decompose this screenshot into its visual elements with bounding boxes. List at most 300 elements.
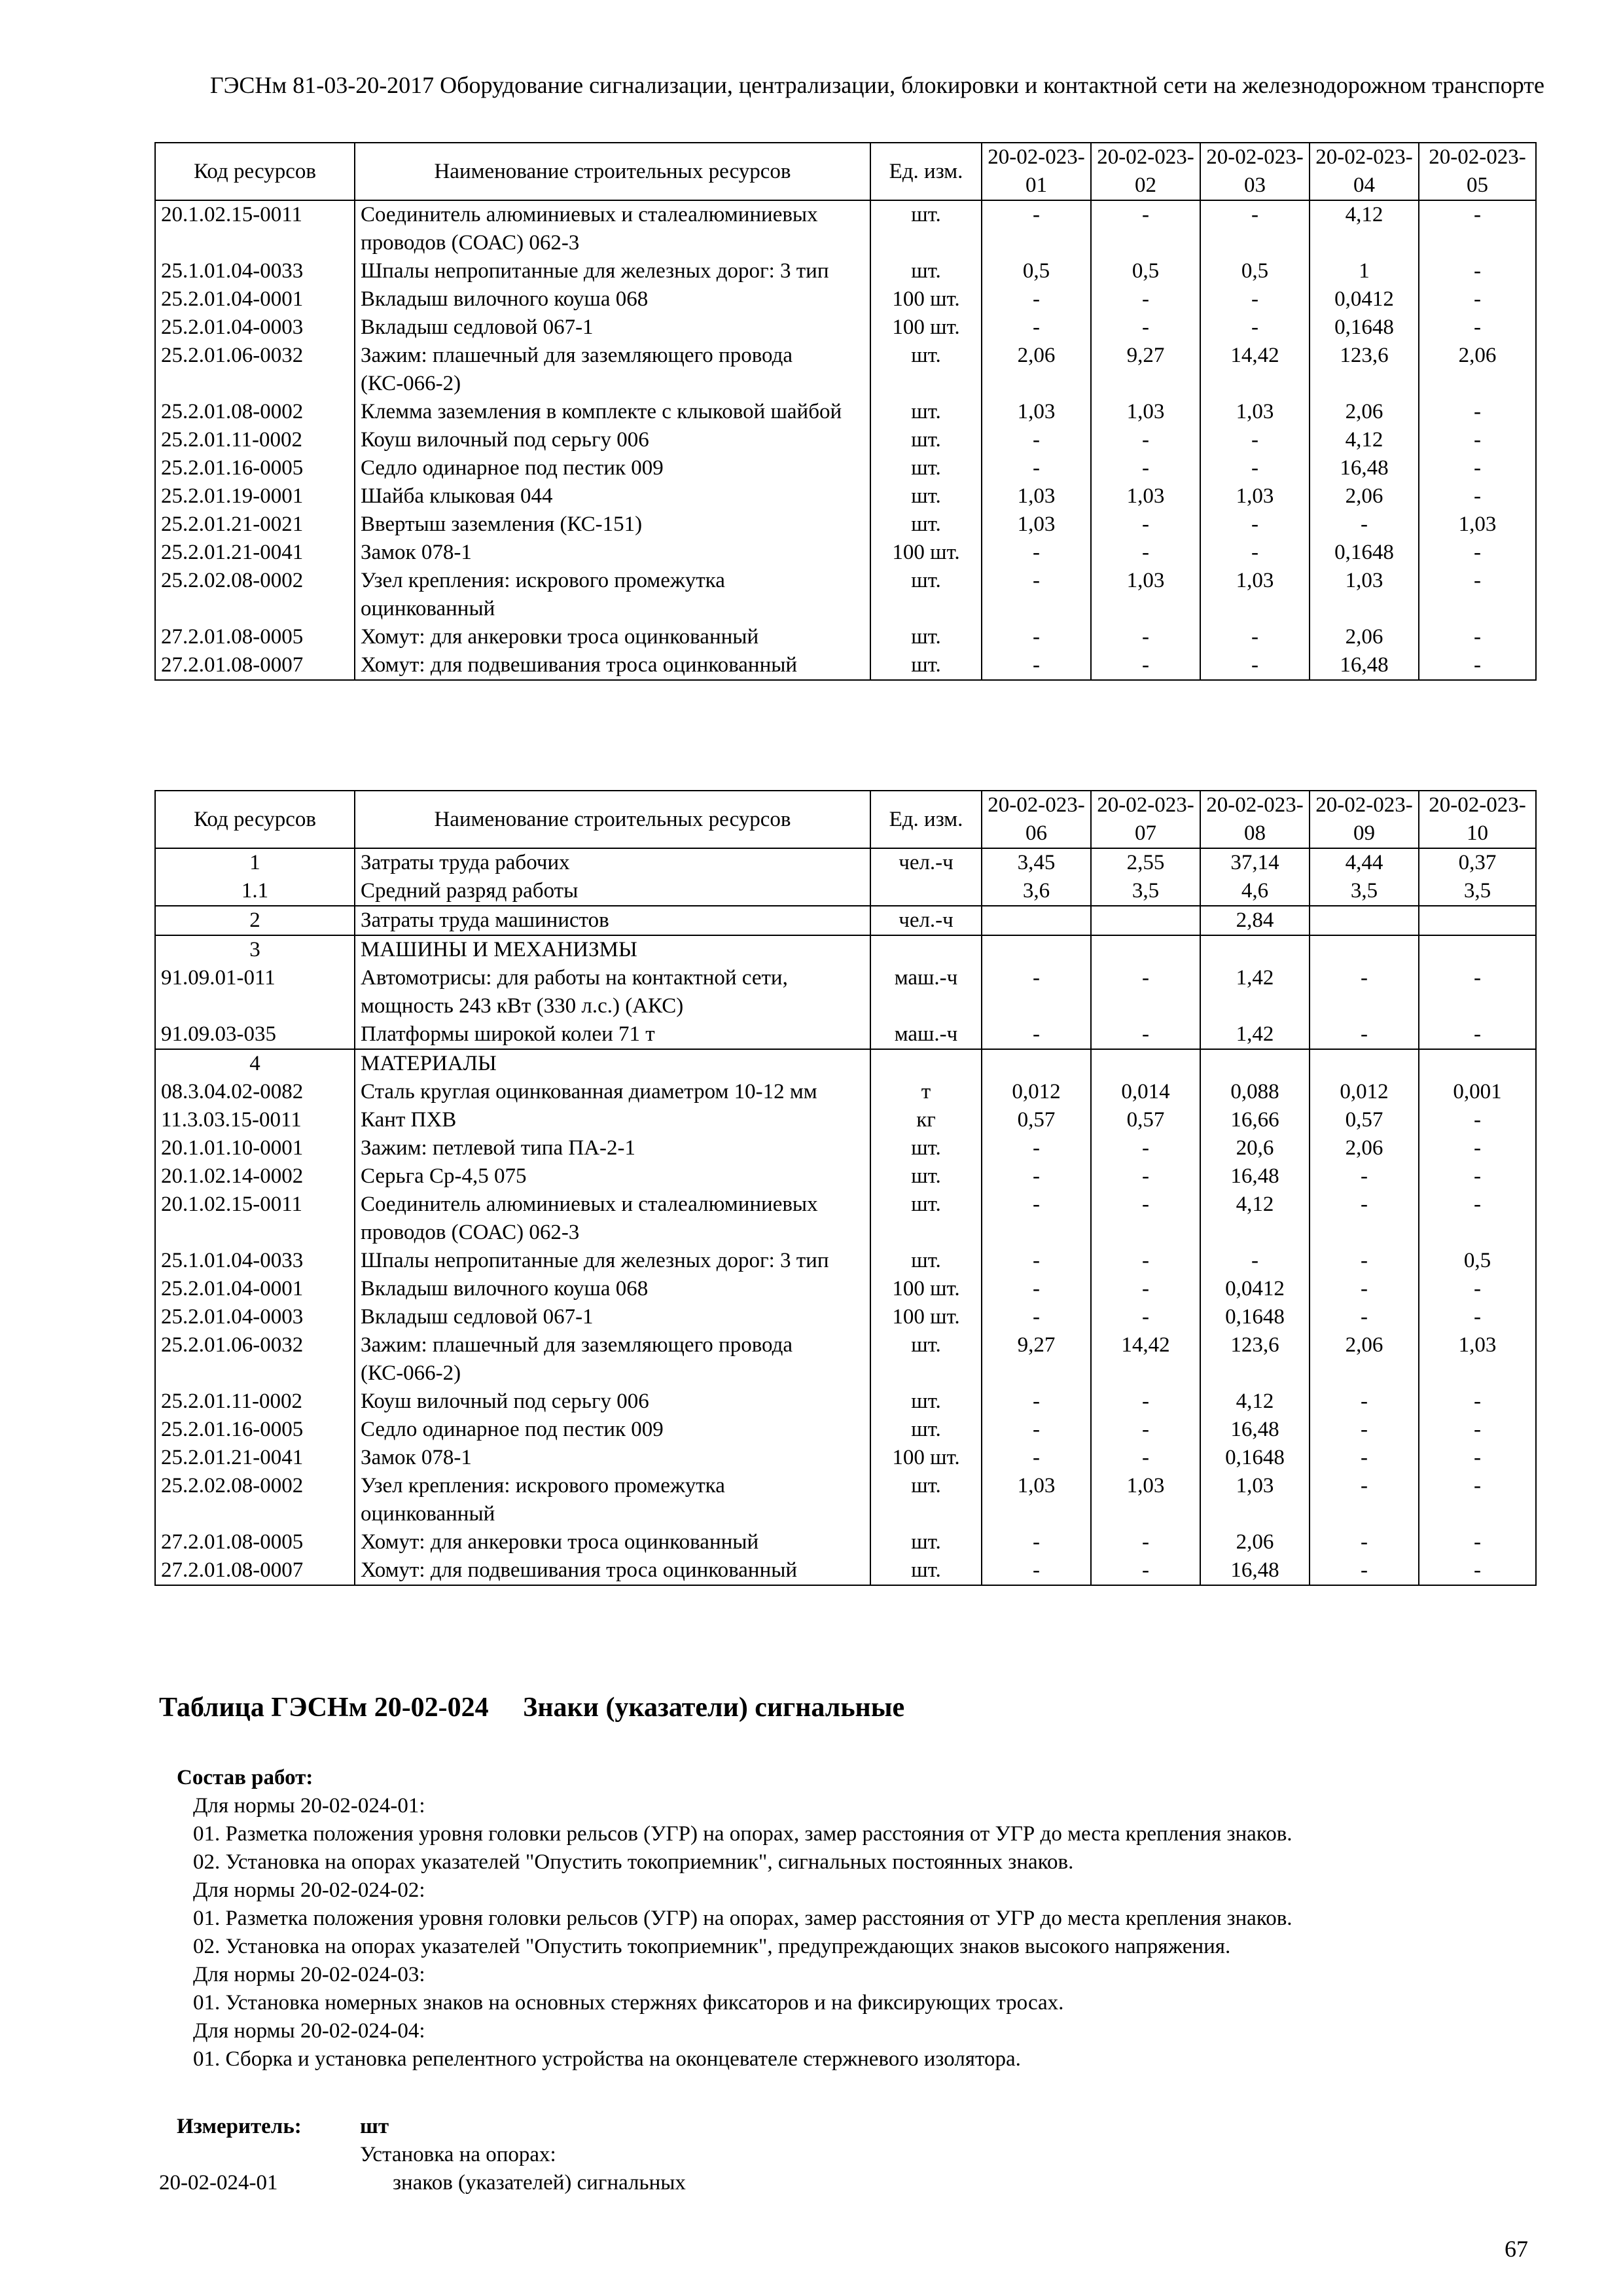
table-row [155,877,1536,906]
table-cell [1310,1049,1419,1078]
table-cell: 2,06 [1310,398,1419,426]
table-row [155,482,1536,511]
table-cell: - [982,1388,1091,1416]
table-cell: 2 [155,906,355,935]
table-cell: Автомотрисы: для работы на контактной сети, мощность 243 кВт (330 л.с.) (АКС) [355,964,870,1020]
table-cell: 1,03 [1419,1331,1536,1388]
table-cell: 2,84 [1200,906,1310,935]
table-cell: 3 [155,935,355,964]
table-row [155,1331,1536,1388]
composition-line: Для нормы 20-02-024-02: [193,1878,425,1902]
table-cell: Соединитель алюминиевых и сталеалюминиевых проводов (СОАС) 062-3 [355,1191,870,1247]
table-cell: - [1091,1416,1200,1444]
table-cell: Соединитель алюминиевых и сталеалюминиевых проводов (СОАС) 062-3 [355,200,870,257]
table-row [155,1247,1536,1275]
table-cell: 37,14 [1200,848,1310,877]
table-cell: 25.2.01.04-0003 [155,314,355,342]
table-cell: шт. [870,1134,982,1162]
header-cell: 20-02-023-10 [1419,791,1536,848]
table-row [155,1472,1536,1528]
header-cell: 20-02-023-02 [1091,143,1200,200]
table-cell: Зажим: плашечный для заземляющего провода (КС-066-2) [355,1331,870,1388]
norm-code: 20-02-024-01 [159,2171,278,2195]
table-cell: 1,03 [1091,567,1200,623]
table-row [155,314,1536,342]
table-cell: 1,42 [1200,1020,1310,1049]
header-cell: 20-02-023-09 [1310,791,1419,848]
table-cell [982,935,1091,964]
table-row [155,398,1536,426]
table-cell: 0,1648 [1200,1444,1310,1472]
table-cell: Клемма заземления в комплекте с клыковой шайбой [355,398,870,426]
table-cell: 1,03 [982,1472,1091,1528]
table-cell: 2,06 [982,342,1091,398]
table-cell: 1,03 [982,511,1091,539]
table-cell: 20.1.02.15-0011 [155,1191,355,1247]
table-cell: 4,12 [1310,200,1419,257]
table-cell: 25.2.01.06-0032 [155,342,355,398]
table-cell [1310,935,1419,964]
table-cell: 100 шт. [870,539,982,567]
table-cell: - [1091,1134,1200,1162]
table-cell: Сталь круглая оцинкованная диаметром 10-12 мм [355,1078,870,1106]
resources-table-1 [154,142,1537,681]
table-cell: шт. [870,1416,982,1444]
table-row [155,1134,1536,1162]
table-cell: - [1091,1444,1200,1472]
table-cell: 3,5 [1310,877,1419,906]
table-cell: 3,5 [1091,877,1200,906]
table-cell: - [1419,1162,1536,1191]
table-row [155,1388,1536,1416]
table-cell: 08.3.04.02-0082 [155,1078,355,1106]
table-cell: 9,27 [982,1331,1091,1388]
table-cell: - [1310,1191,1419,1247]
header-cell: Наименование строительных ресурсов [355,791,870,848]
table-cell: - [1200,454,1310,482]
norm-line [159,2169,686,2197]
table-cell: - [1419,651,1536,680]
table-cell: кг [870,1106,982,1134]
table-cell: 27.2.01.08-0005 [155,1528,355,1556]
table-cell: - [982,1191,1091,1247]
table-cell: - [1091,964,1200,1020]
table-cell: 0,37 [1419,848,1536,877]
table-cell: 25.2.01.11-0002 [155,1388,355,1416]
table-cell: - [982,314,1091,342]
table-cell: шт. [870,482,982,511]
table-cell: - [1310,511,1419,539]
composition-lines [177,1792,1293,2073]
table-cell: Шпалы непропитанные для железных дорог: 3 тип [355,1247,870,1275]
header-cell: Ед. изм. [870,791,982,848]
table-cell: 25.2.01.06-0032 [155,1331,355,1388]
table-cell: 1,03 [1419,511,1536,539]
table-cell: - [1419,200,1536,257]
table-cell: Седло одинарное под пестик 009 [355,1416,870,1444]
table-row [155,454,1536,482]
table-cell: - [1419,454,1536,482]
table-cell: Вкладыш вилочного коуша 068 [355,285,870,314]
table-cell: 0,5 [982,257,1091,285]
table-cell: 16,48 [1200,1416,1310,1444]
table-cell: 2,06 [1200,1528,1310,1556]
table-cell: 25.2.01.19-0001 [155,482,355,511]
table-cell: 100 шт. [870,314,982,342]
table-cell: маш.-ч [870,964,982,1020]
table-row [155,1444,1536,1472]
table-cell: 25.1.01.04-0033 [155,257,355,285]
table-cell [1091,906,1200,935]
table-cell: 0,5 [1200,257,1310,285]
table-row [155,567,1536,623]
table-cell: - [1419,1191,1536,1247]
table-cell: 91.09.01-011 [155,964,355,1020]
table-cell: 25.2.01.04-0001 [155,285,355,314]
table-cell: - [982,454,1091,482]
table-cell: - [1091,623,1200,651]
table-cell: 1,03 [1310,567,1419,623]
table-cell: Узел крепления: искрового промежутка оцинкованный [355,567,870,623]
table-cell: Замок 078-1 [355,539,870,567]
table-cell: 0,0412 [1310,285,1419,314]
table-cell: 25.2.01.04-0003 [155,1303,355,1331]
table-cell: - [1091,426,1200,454]
table-cell: 1,03 [982,482,1091,511]
table-cell: Затраты труда рабочих [355,848,870,877]
table-cell: шт. [870,567,982,623]
table-cell: Зажим: плашечный для заземляющего провода (КС-066-2) [355,342,870,398]
table-cell: шт. [870,1528,982,1556]
table-cell: - [1419,426,1536,454]
table-cell: т [870,1078,982,1106]
table-cell: Хомут: для анкеровки троса оцинкованный [355,623,870,651]
table-cell: - [1419,1556,1536,1585]
table-cell: - [1091,511,1200,539]
table-row [155,1162,1536,1191]
header-cell: 20-02-023-03 [1200,143,1310,200]
table-cell: МАТЕРИАЛЫ [355,1049,870,1078]
table-cell: - [1091,1275,1200,1303]
table-cell: 16,48 [1310,454,1419,482]
work-composition [177,1764,1293,2073]
composition-line: Для нормы 20-02-024-03: [193,1963,425,1986]
table-row [155,1303,1536,1331]
header-cell: 20-02-023-07 [1091,791,1200,848]
table-cell: 4,12 [1310,426,1419,454]
table-row [155,1191,1536,1247]
table-row [155,623,1536,651]
table-cell: - [1419,1134,1536,1162]
table-cell: Вкладыш седловой 067-1 [355,1303,870,1331]
table-cell: - [1091,1528,1200,1556]
table-row [155,848,1536,877]
table-cell: шт. [870,342,982,398]
table-cell: - [1419,482,1536,511]
table-cell: 4,44 [1310,848,1419,877]
table-cell: Затраты труда машинистов [355,906,870,935]
table-cell: - [982,567,1091,623]
table-cell: 25.2.01.16-0005 [155,1416,355,1444]
table-cell: - [1419,257,1536,285]
table-cell: - [1091,1247,1200,1275]
table-cell: - [1310,1416,1419,1444]
table-cell: - [1091,200,1200,257]
table-cell: шт. [870,454,982,482]
table-cell: 100 шт. [870,1275,982,1303]
table-cell: шт. [870,1162,982,1191]
table-cell: Хомут: для подвешивания троса оцинкованный [355,1556,870,1585]
table-cell: 25.2.02.08-0002 [155,1472,355,1528]
table-cell: - [1200,200,1310,257]
table-row [155,1078,1536,1106]
table-cell: 3,45 [982,848,1091,877]
table-cell: - [982,1303,1091,1331]
table-cell: Хомут: для подвешивания троса оцинкованный [355,651,870,680]
table-cell: шт. [870,1331,982,1388]
table-cell: - [1091,314,1200,342]
measure-sub: Установка на опорах: [360,2143,556,2166]
table-row [155,906,1536,935]
table-cell: 25.2.01.21-0021 [155,511,355,539]
table-cell: шт. [870,257,982,285]
table-cell: - [982,1247,1091,1275]
table-cell: - [1419,285,1536,314]
table-cell: - [1091,651,1200,680]
composition-line: 01. Установка номерных знаков на основных стержнях фиксаторов и на фиксирующих тросах. [193,1991,1064,2015]
table-cell: - [1419,964,1536,1020]
header-cell: 20-02-023-05 [1419,143,1536,200]
table-cell: - [1310,1388,1419,1416]
table-cell: Кант ПХВ [355,1106,870,1134]
table-cell: - [982,1020,1091,1049]
table-cell: шт. [870,200,982,257]
table-cell: - [1310,1472,1419,1528]
table-cell: 25.2.01.21-0041 [155,1444,355,1472]
table-cell: - [1091,1191,1200,1247]
header-cell: 20-02-023-04 [1310,143,1419,200]
table-cell: 0,014 [1091,1078,1200,1106]
table-row [155,511,1536,539]
table-cell: шт. [870,398,982,426]
header-cell: Наименование строительных ресурсов [355,143,870,200]
composition-line: Для нормы 20-02-024-04: [193,2019,425,2043]
table-cell [1419,906,1536,935]
table-cell: - [982,964,1091,1020]
table-cell [982,1049,1091,1078]
table-cell: - [1310,1556,1419,1585]
table-cell: Вкладыш вилочного коуша 068 [355,1275,870,1303]
table-cell: маш.-ч [870,1020,982,1049]
table-cell: - [982,200,1091,257]
table-cell: 11.3.03.15-0011 [155,1106,355,1134]
table-row [155,1556,1536,1585]
table-cell: 3,5 [1419,877,1536,906]
table-cell: 4,12 [1200,1191,1310,1247]
table-cell: - [1200,426,1310,454]
table-cell: шт. [870,511,982,539]
table-cell: шт. [870,623,982,651]
header-cell: 20-02-023-01 [982,143,1091,200]
table-cell: 0,5 [1091,257,1200,285]
header-cell: Код ресурсов [155,791,355,848]
table-cell: - [1419,623,1536,651]
table-cell: 4,12 [1200,1388,1310,1416]
table-cell: - [1091,539,1200,567]
table-row [155,1528,1536,1556]
composition-line: 02. Установка на опорах указателей "Опустить токоприемник", предупреждающих знаков высокого напряжения. [193,1935,1231,1958]
table-cell: - [1310,1020,1419,1049]
table-cell: 1,03 [1200,398,1310,426]
table-cell: 20.1.01.10-0001 [155,1134,355,1162]
table-cell: 1,03 [1200,567,1310,623]
table-row [155,1049,1536,1078]
table-cell: 123,6 [1310,342,1419,398]
table-cell [1419,1049,1536,1078]
table-cell: - [1200,285,1310,314]
table-cell: - [982,539,1091,567]
table-cell: - [982,1134,1091,1162]
table-cell: - [1200,651,1310,680]
table-row [155,1275,1536,1303]
table-cell: Шпалы непропитанные для железных дорог: 3 тип [355,257,870,285]
table-cell: 20.1.02.15-0011 [155,200,355,257]
table-cell: Узел крепления: искрового промежутка оцинкованный [355,1472,870,1528]
header-cell: 20-02-023-06 [982,791,1091,848]
table-cell: - [1091,1388,1200,1416]
table-cell: 0,57 [1310,1106,1419,1134]
table-header-row [155,791,1536,848]
table-cell: Зажим: петлевой типа ПА-2-1 [355,1134,870,1162]
table-cell [1310,906,1419,935]
table-cell: - [1200,623,1310,651]
table-cell: - [982,1416,1091,1444]
table-cell: 0,012 [982,1078,1091,1106]
composition-line: 01. Разметка положения уровня головки рельсов (УГР) на опорах, замер расстояния от УГР до места крепления знаков. [193,1907,1293,1930]
table-cell: Хомут: для анкеровки троса оцинкованный [355,1528,870,1556]
table-cell: 9,27 [1091,342,1200,398]
table-cell: - [1419,398,1536,426]
table-cell: шт. [870,1247,982,1275]
measure-unit: шт [360,2115,389,2138]
table-cell: - [1310,1444,1419,1472]
composition-line: Для нормы 20-02-024-01: [193,1794,425,1818]
table-cell [1419,935,1536,964]
composition-label: Состав работ: [177,1766,313,1789]
measure-label: Измеритель: [177,2115,302,2138]
table-cell: 0,088 [1200,1078,1310,1106]
table-title-name: Знаки (указатели) сигнальные [523,1693,905,1723]
table-cell: - [1200,1247,1310,1275]
table-cell [870,1049,982,1078]
table-cell: 25.2.01.08-0002 [155,398,355,426]
table-cell: 14,42 [1091,1331,1200,1388]
table-cell: - [1419,539,1536,567]
table-cell: - [1419,1275,1536,1303]
composition-line: 02. Установка на опорах указателей "Опустить токоприемник", сигнальных постоянных знаков. [193,1850,1074,1874]
table-cell: 2,06 [1310,623,1419,651]
table-cell: 27.2.01.08-0007 [155,651,355,680]
table-cell: 20,6 [1200,1134,1310,1162]
table-cell: - [1200,314,1310,342]
composition-line: 01. Сборка и установка репелентного устройства на оконцевателе стержневого изолятора. [193,2047,1021,2071]
table-cell: - [1419,1388,1536,1416]
table-cell: шт. [870,426,982,454]
table-cell: Седло одинарное под пестик 009 [355,454,870,482]
table-cell: - [982,426,1091,454]
table-cell: Вкладыш седловой 067-1 [355,314,870,342]
table-cell: - [1419,1106,1536,1134]
table-row [155,1106,1536,1134]
page-number: 67 [1505,2236,1528,2262]
table-cell: 2,06 [1310,482,1419,511]
table-cell: - [1419,314,1536,342]
table-cell: 25.2.01.11-0002 [155,426,355,454]
header-cell: 20-02-023-08 [1200,791,1310,848]
resources-table-2 [154,790,1537,1586]
table-cell: 1,42 [1200,964,1310,1020]
table-cell: - [1091,1162,1200,1191]
table-cell: 0,0412 [1200,1275,1310,1303]
table-cell: 3,6 [982,877,1091,906]
table-cell: 27.2.01.08-0007 [155,1556,355,1585]
table-cell: 27.2.01.08-0005 [155,623,355,651]
table-cell: - [982,285,1091,314]
table-cell: 0,001 [1419,1078,1536,1106]
table-cell: Коуш вилочный под серьгу 006 [355,1388,870,1416]
table-cell: - [1419,1528,1536,1556]
table-cell: 100 шт. [870,285,982,314]
table-cell: 1,03 [1200,1472,1310,1528]
table-row [155,200,1536,257]
table-cell: - [982,1162,1091,1191]
table-cell: 2,06 [1310,1134,1419,1162]
table-cell: 16,48 [1310,651,1419,680]
table-row [155,539,1536,567]
table-cell [870,877,982,906]
table-cell [1091,935,1200,964]
table-row [155,285,1536,314]
table-cell: Платформы широкой колеи 71 т [355,1020,870,1049]
table-cell: 1,03 [1091,482,1200,511]
table-cell [1200,1049,1310,1078]
table-cell: - [1091,285,1200,314]
table-cell: 100 шт. [870,1444,982,1472]
table-row [155,1416,1536,1444]
table-cell: 1,03 [1091,398,1200,426]
table-cell: - [982,623,1091,651]
table-title-prefix: Таблица ГЭСНм 20-02-024 [159,1693,489,1723]
table-cell: - [1091,1556,1200,1585]
table-cell: - [1419,567,1536,623]
measure-block [177,2113,556,2169]
table-header-row [155,143,1536,200]
table-cell: 91.09.03-035 [155,1020,355,1049]
table-title [159,1692,904,1723]
table-cell: 123,6 [1200,1331,1310,1388]
table-cell: 25.2.01.04-0001 [155,1275,355,1303]
norm-text: знаков (указателей) сигнальных [393,2171,686,2195]
table-cell: - [1310,1528,1419,1556]
table-cell: - [982,1444,1091,1472]
table-cell: 0,5 [1419,1247,1536,1275]
table-cell: - [1091,1303,1200,1331]
table-cell: 1,03 [1091,1472,1200,1528]
table-cell: - [1310,1303,1419,1331]
table-cell: чел.-ч [870,906,982,935]
table-cell: 0,57 [1091,1106,1200,1134]
table-cell: 1 [155,848,355,877]
